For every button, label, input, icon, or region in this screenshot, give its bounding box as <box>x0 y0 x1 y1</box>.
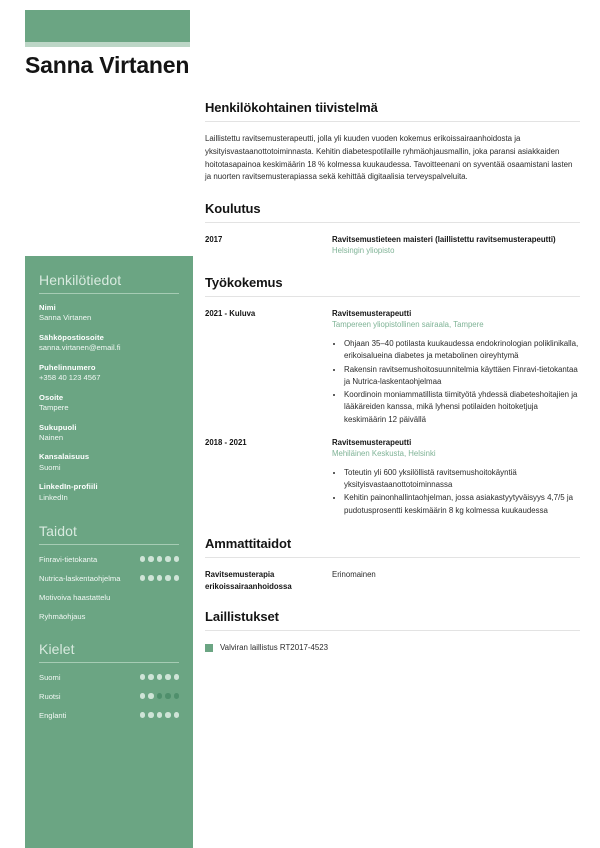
education-entry-body <box>332 234 580 257</box>
sidebar-languages-divider <box>39 662 179 663</box>
experience-entry-role: Ravitsemusterapeutti <box>332 437 412 447</box>
sidebar-languages-title: Kielet <box>39 641 75 658</box>
skill-row-label: Motivoiva haastattelu <box>39 593 111 603</box>
page-title: Sanna Virtanen <box>25 52 190 78</box>
sidebar-languages-list <box>39 672 179 721</box>
personal-field-label: LinkedIn-profiili <box>39 482 98 492</box>
section-summary <box>205 100 580 184</box>
sidebar-section-languages <box>39 641 179 721</box>
experience-entry-employer: Tampereen yliopistollinen sairaala, Tampere <box>332 320 484 330</box>
sidebar <box>25 256 193 848</box>
personal-field <box>39 333 179 354</box>
personal-field <box>39 452 179 473</box>
rating-dot <box>140 575 146 581</box>
spacer-after-summary <box>205 188 580 201</box>
professional-skill-name: Ravitsemusterapia erikoissairaanhoidossa <box>205 569 292 591</box>
skill-row <box>39 592 179 603</box>
language-row-rating <box>140 710 180 718</box>
language-row <box>39 710 179 721</box>
licenses-title: Laillistukset <box>205 609 279 625</box>
experience-entry-employer: Mehiläinen Keskusta, Helsinki <box>332 449 436 459</box>
sidebar-section-personal <box>39 272 179 503</box>
experience-entry-role: Ravitsemusterapeutti <box>332 309 412 319</box>
header-accent-underline <box>25 42 190 47</box>
summary-divider <box>205 121 580 122</box>
section-licenses <box>205 609 580 653</box>
education-entry <box>205 234 580 257</box>
education-entry-date: 2017 <box>205 235 223 245</box>
sidebar-spacer-1 <box>39 512 179 523</box>
rating-dot <box>148 556 154 562</box>
personal-field-value: +358 40 123 4567 <box>39 373 101 382</box>
section-education <box>205 201 580 257</box>
personal-field-label: Puhelinnumero <box>39 362 96 372</box>
experience-entries <box>205 308 580 518</box>
education-entries <box>205 234 580 257</box>
language-row <box>39 691 179 702</box>
personal-field <box>39 482 179 503</box>
personal-field-label: Nimi <box>39 303 56 312</box>
sidebar-skills-list <box>39 554 179 622</box>
education-title: Koulutus <box>205 201 261 217</box>
skill-row <box>39 611 179 622</box>
rating-dot <box>140 556 146 562</box>
personal-field <box>39 303 179 324</box>
rating-dot <box>174 712 180 718</box>
summary-title: Henkilökohtainen tiivistelmä <box>205 100 378 115</box>
rating-dot <box>174 556 180 562</box>
personal-field-value: Sanna Virtanen <box>39 313 92 323</box>
rating-dot <box>157 712 163 718</box>
sidebar-skills-title: Taidot <box>39 523 77 540</box>
skill-row-rating <box>140 573 180 581</box>
section-experience <box>205 275 580 518</box>
sidebar-personal-fields <box>39 303 179 503</box>
professional-skills-title: Ammattitaidot <box>205 535 292 551</box>
personal-field-label: Osoite <box>39 392 64 402</box>
main-column <box>205 100 580 657</box>
experience-entry-bullets <box>332 467 580 517</box>
licenses-items <box>205 642 580 653</box>
language-row-rating <box>140 672 180 680</box>
rating-dot <box>148 693 154 699</box>
skill-row <box>39 573 179 584</box>
personal-field-label: Sähköpostiosoite <box>39 332 104 342</box>
experience-title: Työkokemus <box>205 275 283 291</box>
spacer-after-professional-skills <box>205 596 580 609</box>
education-entry-degree: Ravitsemustieteen maisteri (laillistettu ravitsemusterapeutti) <box>332 235 556 245</box>
rating-dot <box>140 693 146 699</box>
section-professional-skills <box>205 536 580 592</box>
experience-bullet: • Rakensin ravitsemushoitosuunnitelmia käyttäen Finravi-tietokantaa ja Nutrica-laskentaohjelmaa <box>344 364 580 389</box>
rating-dot <box>165 556 171 562</box>
professional-skills-rows <box>205 569 580 592</box>
experience-entry-date: 2021 - Kuluva <box>205 309 256 319</box>
personal-field-value: Nainen <box>39 432 64 442</box>
experience-entry-body <box>332 437 580 518</box>
sidebar-skills-divider <box>39 544 179 545</box>
education-entry-institution: Helsingin yliopisto <box>332 246 395 256</box>
rating-dot <box>140 674 146 680</box>
spacer-after-education <box>205 267 580 275</box>
license-bullet-icon <box>205 644 213 652</box>
personal-field-value: Suomi <box>39 462 61 472</box>
rating-dot <box>140 712 146 718</box>
personal-field <box>39 423 179 444</box>
rating-dot <box>157 575 163 581</box>
header-accent-bar <box>25 10 190 42</box>
language-row-label: Englanti <box>39 711 67 721</box>
professional-skill-row <box>205 569 580 592</box>
experience-bullet: • Koordinoin moniammatillista tiimityötä yhdessä diabeteshoitajien ja lääkäreiden kanssa, mikä lyhensi potilaiden hoitoketjuja keskimäärin 12 päivällä <box>344 389 580 426</box>
experience-bullet: • Toteutin yli 600 yksilöllistä ravitsemushoitokäyntiä yksityisvastaanottotoiminnassa <box>344 467 580 492</box>
summary-text: Laillistettu ravitsemusterapeutti, jolla yli kuuden vuoden kokemus erikoissairaanhoidosta ja yksityisvastaanottotoiminnasta. Kehitin diabetespotilaille ryhmäohjausmallin, joka paransi asiakkaiden hoitotasapainoa keskimäärin 18 % kolmessa kuukaudessa. Tavoitteenani on syventää osaamistani lasten ja nuorten ravitsemusterapiassa sekä kehittää digitaalisia terveyspalveluita. <box>205 134 573 182</box>
license-text: Valviran laillistus RT2017-4523 <box>220 643 329 653</box>
experience-bullet: • Ohjaan 35–40 potilasta kuukaudessa endokrinologian poliklinikalla, erikoisalueina diabetes ja metabolinen oireyhtymä <box>344 338 580 363</box>
rating-dot <box>174 575 180 581</box>
skill-row-label: Finravi-tietokanta <box>39 555 98 565</box>
skill-row-label: Nutrica-laskentaohjelma <box>39 574 121 584</box>
personal-field-value: sanna.virtanen@email.fi <box>39 343 121 353</box>
skill-row-label: Ryhmäohjaus <box>39 612 86 622</box>
rating-dot <box>157 556 163 562</box>
personal-field-value: LinkedIn <box>39 492 68 502</box>
licenses-divider <box>205 630 580 631</box>
experience-bullet: • Kehitin painonhallintaohjelman, jossa asiakastyytyväisyys 4,7/5 ja pudotusprosentti keskimäärin 8 kg kolmessa kuukaudessa <box>344 492 580 517</box>
experience-entry-body <box>332 308 580 427</box>
rating-dot <box>174 674 180 680</box>
sidebar-personal-title: Henkilötiedot <box>39 272 122 288</box>
experience-entry <box>205 308 580 427</box>
experience-entry-bullets <box>332 338 580 426</box>
rating-dot <box>157 674 163 680</box>
language-row-rating <box>140 691 180 699</box>
rating-dot <box>148 674 154 680</box>
experience-entry-date: 2018 - 2021 <box>205 437 247 447</box>
sidebar-personal-divider <box>39 293 179 294</box>
rating-dot <box>148 575 154 581</box>
language-row-label: Suomi <box>39 673 61 683</box>
personal-field-value: Tampere <box>39 402 69 412</box>
experience-entry <box>205 437 580 518</box>
personal-field-label: Sukupuoli <box>39 422 77 432</box>
rating-dot <box>165 674 171 680</box>
license-item <box>205 642 580 653</box>
sidebar-spacer-2 <box>39 630 179 641</box>
sidebar-section-skills <box>39 523 179 622</box>
language-row-label: Ruotsi <box>39 692 61 702</box>
spacer-after-experience <box>205 528 580 536</box>
personal-field <box>39 363 179 384</box>
rating-dot <box>165 712 171 718</box>
personal-field-label: Kansalaisuus <box>39 452 90 462</box>
language-row <box>39 672 179 683</box>
rating-dot <box>165 693 171 699</box>
professional-skill-level: Erinomainen <box>332 569 376 579</box>
professional-skills-divider <box>205 557 580 558</box>
rating-dot <box>148 712 154 718</box>
rating-dot <box>165 575 171 581</box>
rating-dot <box>174 693 180 699</box>
education-divider <box>205 222 580 223</box>
skill-row-rating <box>140 554 180 562</box>
personal-field <box>39 393 179 414</box>
skill-row <box>39 554 179 565</box>
experience-divider <box>205 296 580 297</box>
rating-dot <box>157 693 163 699</box>
